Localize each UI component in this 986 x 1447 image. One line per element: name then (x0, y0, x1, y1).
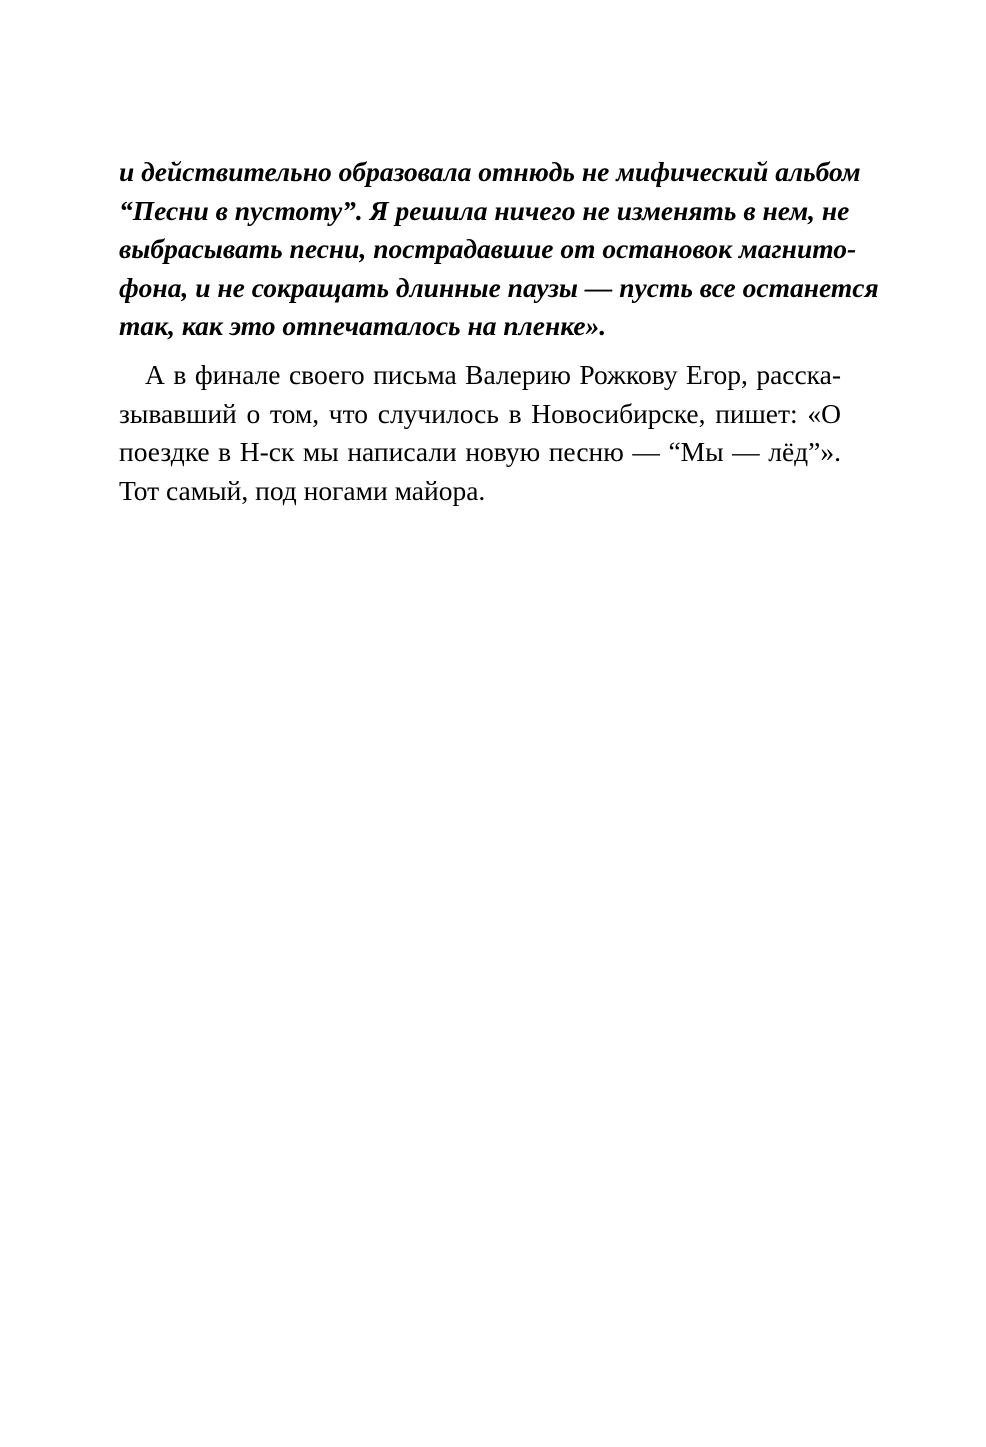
quote-passage (119, 153, 879, 346)
paragraph-line: поездке в Н-ск мы написали новую песню — “Мы — лёд”». (119, 436, 841, 468)
quote-line: и действительно образовала отнюдь не мифический альбом (119, 156, 861, 187)
quote-line: выбрасывать песни, пострадавшие от остановок магнито- (119, 233, 857, 265)
paragraph-line: Тот самый, под ногами майора. (119, 474, 486, 506)
paragraph-line: зывавший о том, что случилось в Новосибирске, пишет: «О (119, 397, 841, 429)
quote-line: “Песни в пустоту”. Я решила ничего не изменять в нем, не (119, 194, 850, 226)
paragraph-line: А в финале своего письма Валерию Рожкову Егор, расска- (145, 358, 841, 390)
body-paragraph (119, 356, 841, 510)
page-text (119, 153, 879, 510)
quote-line: так, как это отпечаталось на пленке». (119, 310, 607, 342)
quote-line: фона, и не сокращать длинные паузы — пусть все останется (119, 271, 879, 303)
paragraph-spacer (119, 346, 841, 356)
